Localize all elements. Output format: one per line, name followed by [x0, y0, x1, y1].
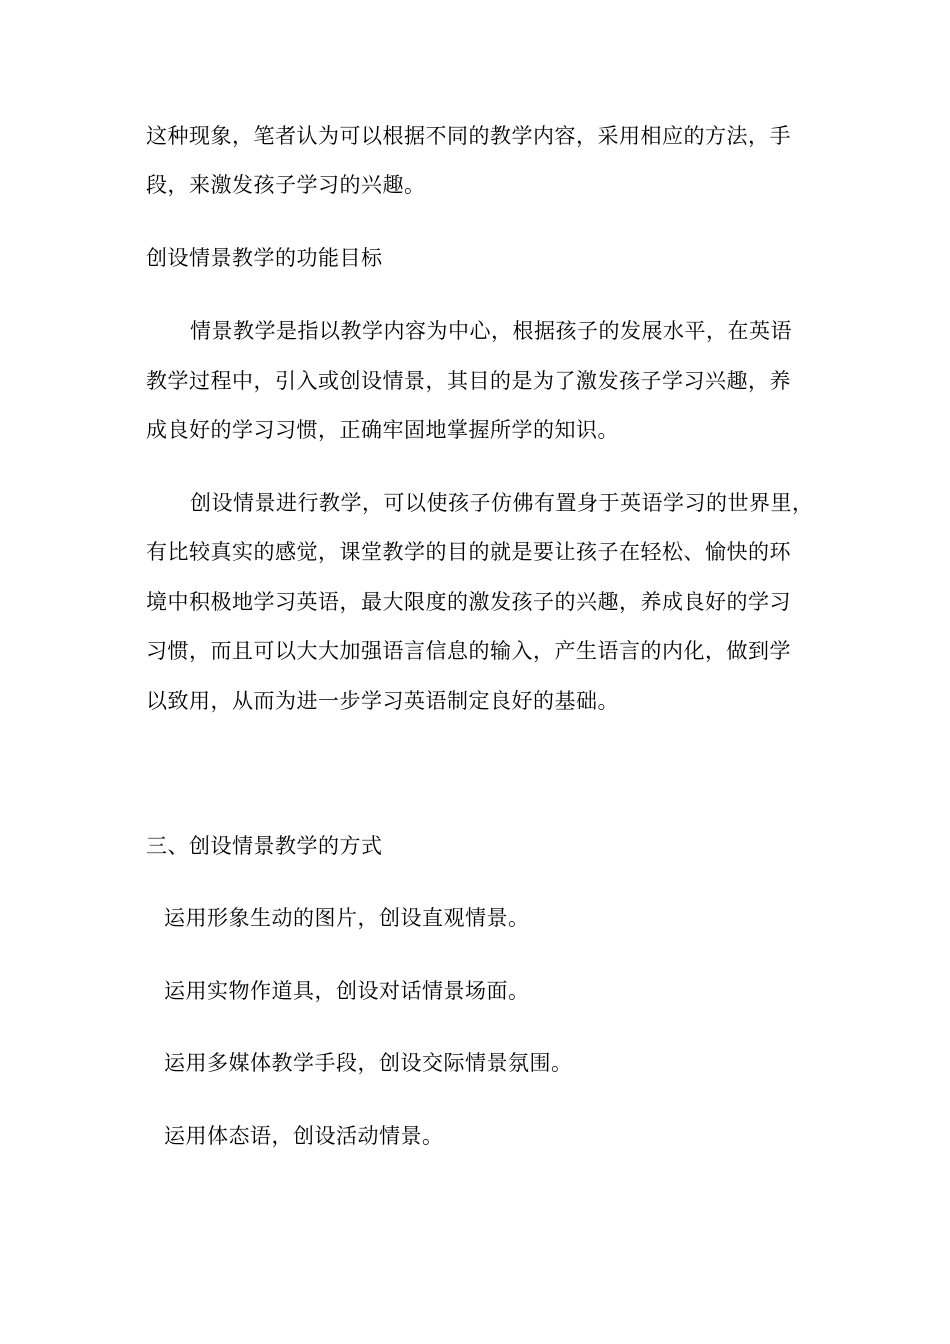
section-heading-function-goals: 创设情景教学的功能目标	[146, 246, 383, 270]
paragraph-3-line-2: 有比较真实的感觉，课堂教学的目的就是要让孩子在轻松、愉快的环	[146, 540, 791, 564]
method-item-props: 运用实物作道具，创设对话情景场面。	[164, 979, 530, 1003]
paragraph-3-line-5: 以致用，从而为进一步学习英语制定良好的基础。	[146, 689, 619, 713]
paragraph-2-line-2: 教学过程中，引入或创设情景，其目的是为了激发孩子学习兴趣，养	[146, 369, 791, 393]
method-item-pictures: 运用形象生动的图片，创设直观情景。	[164, 906, 530, 930]
method-item-multimedia: 运用多媒体教学手段，创设交际情景氛围。	[164, 1051, 573, 1075]
paragraph-2-line-3: 成良好的学习习惯，正确牢固地掌握所学的知识。	[146, 418, 619, 442]
paragraph-3-line-1: 创设情景进行教学，可以使孩子仿佛有置身于英语学习的世界里，	[190, 491, 814, 515]
paragraph-1-line-2: 段，来激发孩子学习的兴趣。	[146, 173, 426, 197]
paragraph-2-line-1: 情景教学是指以教学内容为中心，根据孩子的发展水平，在英语	[190, 319, 792, 343]
paragraph-1-line-1: 这种现象，笔者认为可以根据不同的教学内容，采用相应的方法，手	[146, 124, 791, 148]
section-heading-teaching-methods: 三、创设情景教学的方式	[146, 834, 383, 858]
paragraph-3-line-3: 境中积极地学习英语，最大限度的激发孩子的兴趣，养成良好的学习	[146, 590, 791, 614]
paragraph-3-line-4: 习惯，而且可以大大加强语言信息的输入，产生语言的内化，做到学	[146, 639, 791, 663]
method-item-body-language: 运用体态语，创设活动情景。	[164, 1124, 444, 1148]
